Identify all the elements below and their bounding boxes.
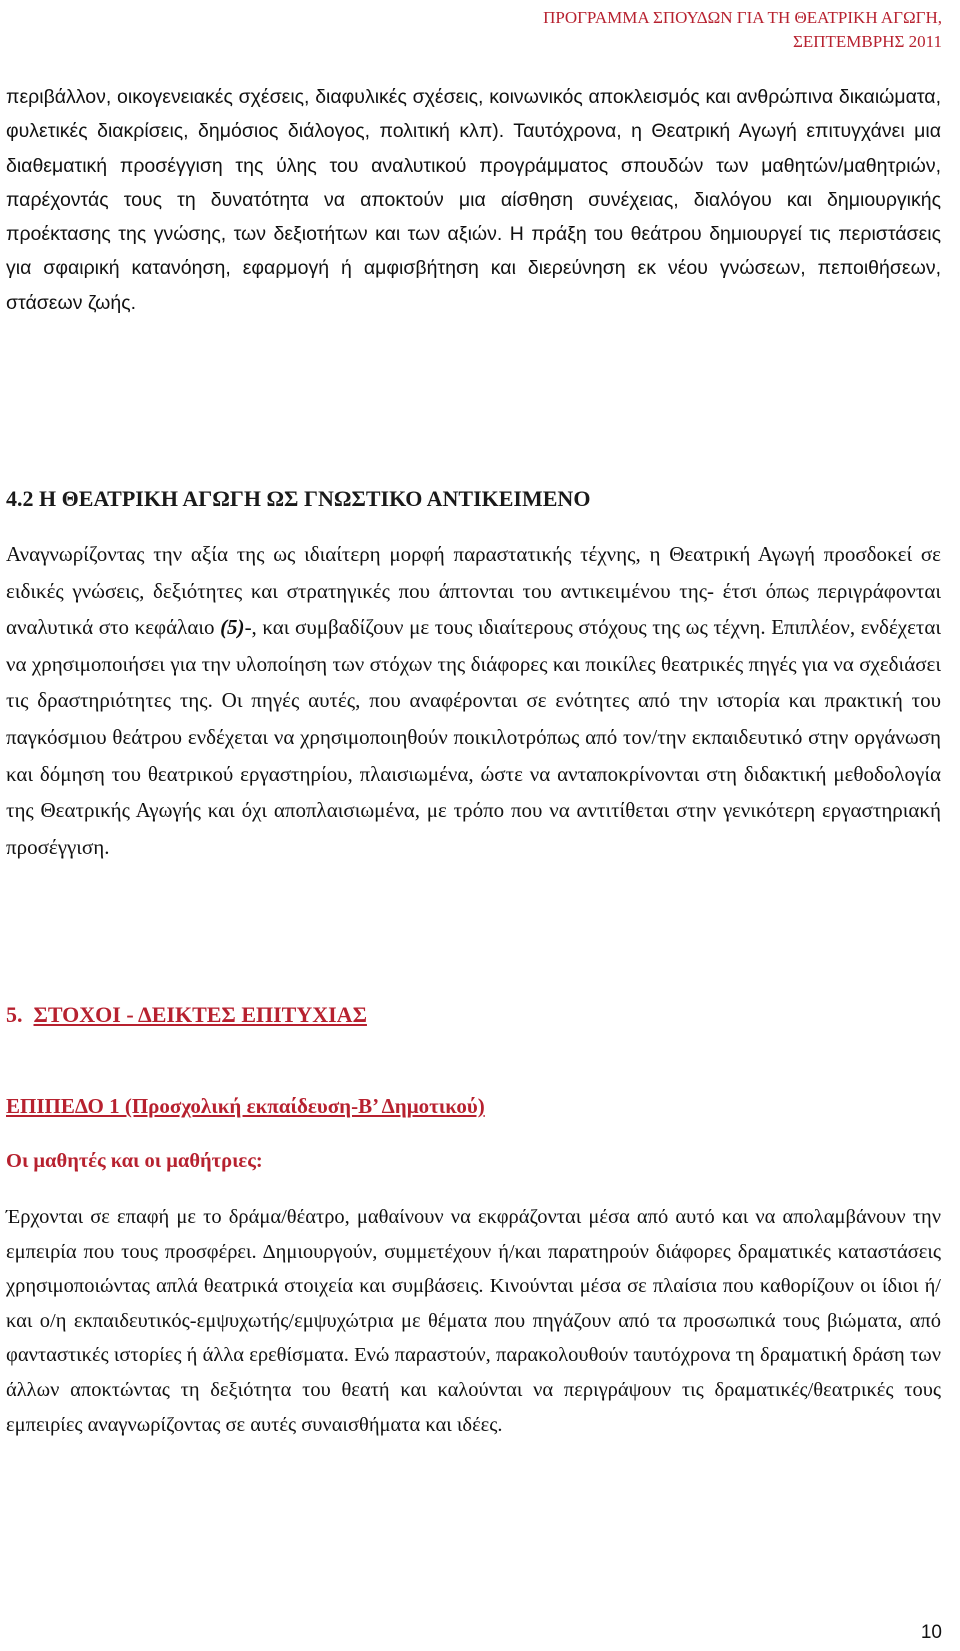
- level-1-subheading: Οι μαθητές και οι μαθήτριες:: [6, 1150, 263, 1172]
- level-1-paragraph: Έρχονται σε επαφή με το δράμα/θέατρο, μαθαίνουν να εκφράζονται μέσα από αυτό και να απολαμβάνουν την εμπειρία που τους προσφέρει. Δημιουργούν, συμμετέχουν ή/και παρατηρούν διάφορες δραματικές καταστάσεις χρησιμοποιώντας απλά θεατρικά στοιχεία και συμβάσεις. Κινούνται μέσα σε πλαίσια που καθορίζουν οι ίδιοι ή/και ο/η εκπαιδευτικός-εμψυχωτής/εμψυχώτρια με θέματα που πηγάζουν από τα προσωπικά τους βιώματα, από φανταστικές ιστορίες ή άλλα ερεθίσματα. Ενώ παραστούν, παρακολουθούν ταυτόχρονα τη δραματική δράση των άλλων αποκτώντας τη δεξιότητα του θεατή και καλούνται να περιγράψουν τις δραματικές/θεατρικές τους εμπειρίες αναγνωρίζοντας σε αυτές συναισθήματα και ιδέες.: [6, 1206, 941, 1436]
- intro-paragraph: περιβάλλον, οικογενειακές σχέσεις, διαφυλικές σχέσεις, κοινωνικός αποκλεισμός και ανθρώπινα δικαιώματα, φυλετικές διακρίσεις, δημόσιος διάλογος, πολιτική κλπ). Ταυτόχρονα, η Θεατρική Αγωγή επιτυγχάνει μια διαθεματική προσέγγιση της ύλης του αναλυτικού προγράμματος σπουδών των μαθητών/μαθητριών, παρέχοντάς τους τη δυνατότητα να αποκτούν μια αίσθηση συνέχειας, διαλόγου και δημιουργικής προέκτασης της γνώσης, των δεξιοτήτων και των αξιών. Η πράξη του θεάτρου δημιουργεί τις περιστάσεις για σφαιρική κατανόηση, εφαρμογή ή αμφισβήτηση και διερεύνηση εκ νέου γνώσεων, πεποιθήσεων, στάσεων ζωής.: [6, 86, 941, 314]
- section-5-number: 5.: [6, 1002, 23, 1027]
- section-5-heading: [6, 1002, 367, 1028]
- section-4-2-text-before: Αναγνωρίζοντας την αξία της ως ιδιαίτερη μορφή παραστατικής τέχνης, η Θεατρική Αγωγή προσδοκεί σε ειδικές γνώσεις, δεξιότητες και στρατηγικές που άπτονται του αντικειμένου της- έτσι όπως περιγράφονται αναλυτικά στο κεφάλαιο: [6, 542, 941, 640]
- section-4-2-heading: 4.2 Η ΘΕΑΤΡΙΚΗ ΑΓΩΓΗ ΩΣ ΓΝΩΣΤΙΚΟ ΑΝΤΙΚΕΙΜΕΝΟ: [6, 486, 591, 511]
- section-4-2-text-after: -, και συμβαδίζουν με τους ιδιαίτερους στόχους της ως τέχνη. Επιπλέον, ενδέχεται να χρησιμοποιήσει για την υλοποίηση των στόχων της διάφορες και ποικίλες θεατρικές πηγές για να σχεδιάσει τις δραστηριότητες της. Οι πηγές αυτές, που αναφέρονται σε ενότητες από την ιστορία και πρακτική του παγκόσμιου θεάτρου ενδέχεται να χρησιμοποιηθούν ποικιλοτρόπως από τον/την εκπαιδευτικό στην οργάνωση και δόμηση του θεατρικού εργαστηρίου, πλαισιωμένα, ώστε να ανταποκρίνονται στη διδακτική μεθοδολογία της Θεατρικής Αγωγής και όχι αποπλαισιωμένα, με τρόπο που να αντιτίθεται στην γενικότερη εργαστηριακή προσέγγιση.: [6, 615, 941, 859]
- chapter-reference: (5): [220, 615, 245, 640]
- page-number: 10: [920, 1622, 942, 1643]
- section-4-2-paragraph: [6, 536, 941, 865]
- header-title: ΠΡΟΓΡΑΜΜΑ ΣΠΟΥΔΩΝ ΓΙΑ ΤΗ ΘΕΑΤΡΙΚΗ ΑΓΩΓΗ,: [543, 8, 942, 27]
- section-5-title: ΣΤΟΧΟΙ - ΔΕΙΚΤΕΣ ΕΠΙΤΥΧΙΑΣ: [33, 1002, 367, 1027]
- level-1-heading: ΕΠΙΠΕΔΟ 1 (Προσχολική εκπαίδευση-Β’ Δημοτικού): [6, 1094, 485, 1118]
- header-date: ΣΕΠΤΕΜΒΡΗΣ 2011: [792, 32, 942, 51]
- running-header: [342, 6, 942, 54]
